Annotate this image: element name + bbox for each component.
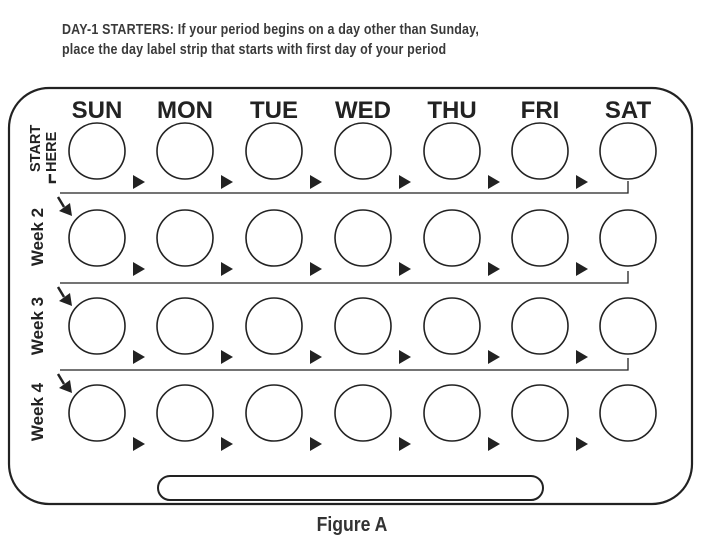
arrow-right-icon [399,262,411,276]
pill-circle-week3-mon [157,298,213,354]
arrow-right-icon [221,175,233,189]
bend-arrow-icon [59,203,72,216]
arrow-right-icon [133,350,145,364]
row-connectors [58,181,628,393]
arrow-right-icon [399,437,411,451]
bend-arrow-icon [59,380,72,393]
instructions-line-1: DAY-1 STARTERS: If your period begins on a day other than Sunday, [62,22,479,38]
pill-circle-week2-tue [246,210,302,266]
arrow-right-icon [576,175,588,189]
arrow-right-icon [488,437,500,451]
pill-circle-week2-wed [335,210,391,266]
connector-line-1 [60,181,628,193]
svg-text:Week 2: Week 2 [28,207,47,267]
arrow-right-icon [576,350,588,364]
pill-circle-week1-thu [424,123,480,179]
pill-circle-week4-wed [335,385,391,441]
arrow-right-icon [488,350,500,364]
svg-text:Week 4: Week 4 [28,382,47,442]
pill-circle-week4-thu [424,385,480,441]
arrow-right-icon [221,437,233,451]
pill-circle-week1-mon [157,123,213,179]
here-text: HERE [44,131,60,172]
day-label-thu: THU [427,97,477,124]
bend-arrow-shaft [58,287,64,297]
pill-circle-week4-tue [246,385,302,441]
arrow-right-icon [221,262,233,276]
pack-outline [9,88,692,504]
arrow-right-icon [488,175,500,189]
week-label-4 [28,382,47,441]
arrow-right-icon [310,350,322,364]
bend-arrow-shaft [58,374,64,384]
pill-circle-week2-fri [512,210,568,266]
week-label-2 [28,208,47,266]
day-label-strip [72,97,652,124]
arrow-right-icon [133,175,145,189]
arrow-right-icon [310,437,322,451]
pill-circle-week2-sat [600,210,656,266]
pill-circle-week3-thu [424,298,480,354]
day-label-sun: SUN [71,97,123,124]
bend-arrow-shaft [58,197,64,207]
pill-circle-week3-sat [600,298,656,354]
arrow-right-icon [310,262,322,276]
figure-caption: Figure A [316,514,388,536]
pill-circle-week3-tue [246,298,302,354]
week-label-3 [28,297,47,355]
pill-circle-week2-mon [157,210,213,266]
connector-line-2 [60,271,628,283]
arrow-right-icon [133,262,145,276]
pill-grid [69,123,656,451]
pill-circle-week1-sat [600,123,656,179]
start-text: START [28,124,44,172]
arrow-right-icon [133,437,145,451]
connector-line-3 [60,358,628,370]
bend-arrow-icon [59,293,72,306]
arrow-right-icon [576,437,588,451]
arrow-right-icon [399,175,411,189]
pill-circle-week4-sat [600,385,656,441]
pill-circle-week4-mon [157,385,213,441]
pill-circle-week4-sun [69,385,125,441]
day-label-mon: MON [157,97,213,124]
day-label-wed: WED [335,97,391,124]
day-label-tue: TUE [250,97,298,124]
pill-circle-week3-wed [335,298,391,354]
day-label-sat: SAT [604,97,652,124]
arrow-right-icon [576,262,588,276]
instructions-line-2: place the day label strip that starts with first day of your period [62,42,447,58]
arrow-right-icon [399,350,411,364]
pill-circle-week3-fri [512,298,568,354]
arrow-right-icon [221,350,233,364]
label-slot [158,476,543,500]
pill-circle-week4-fri [512,385,568,441]
pill-circle-week1-sun [69,123,125,179]
pill-circle-week1-tue [246,123,302,179]
pill-circle-week2-thu [424,210,480,266]
svg-text:Week 3: Week 3 [28,296,47,356]
start-here-label [28,125,60,172]
start-arrow-icon [50,174,56,182]
pill-circle-week1-fri [512,123,568,179]
pill-circle-week2-sun [69,210,125,266]
arrow-right-icon [488,262,500,276]
pill-circle-week1-wed [335,123,391,179]
pill-circle-week3-sun [69,298,125,354]
arrow-right-icon [310,175,322,189]
day-label-fri: FRI [520,97,560,124]
